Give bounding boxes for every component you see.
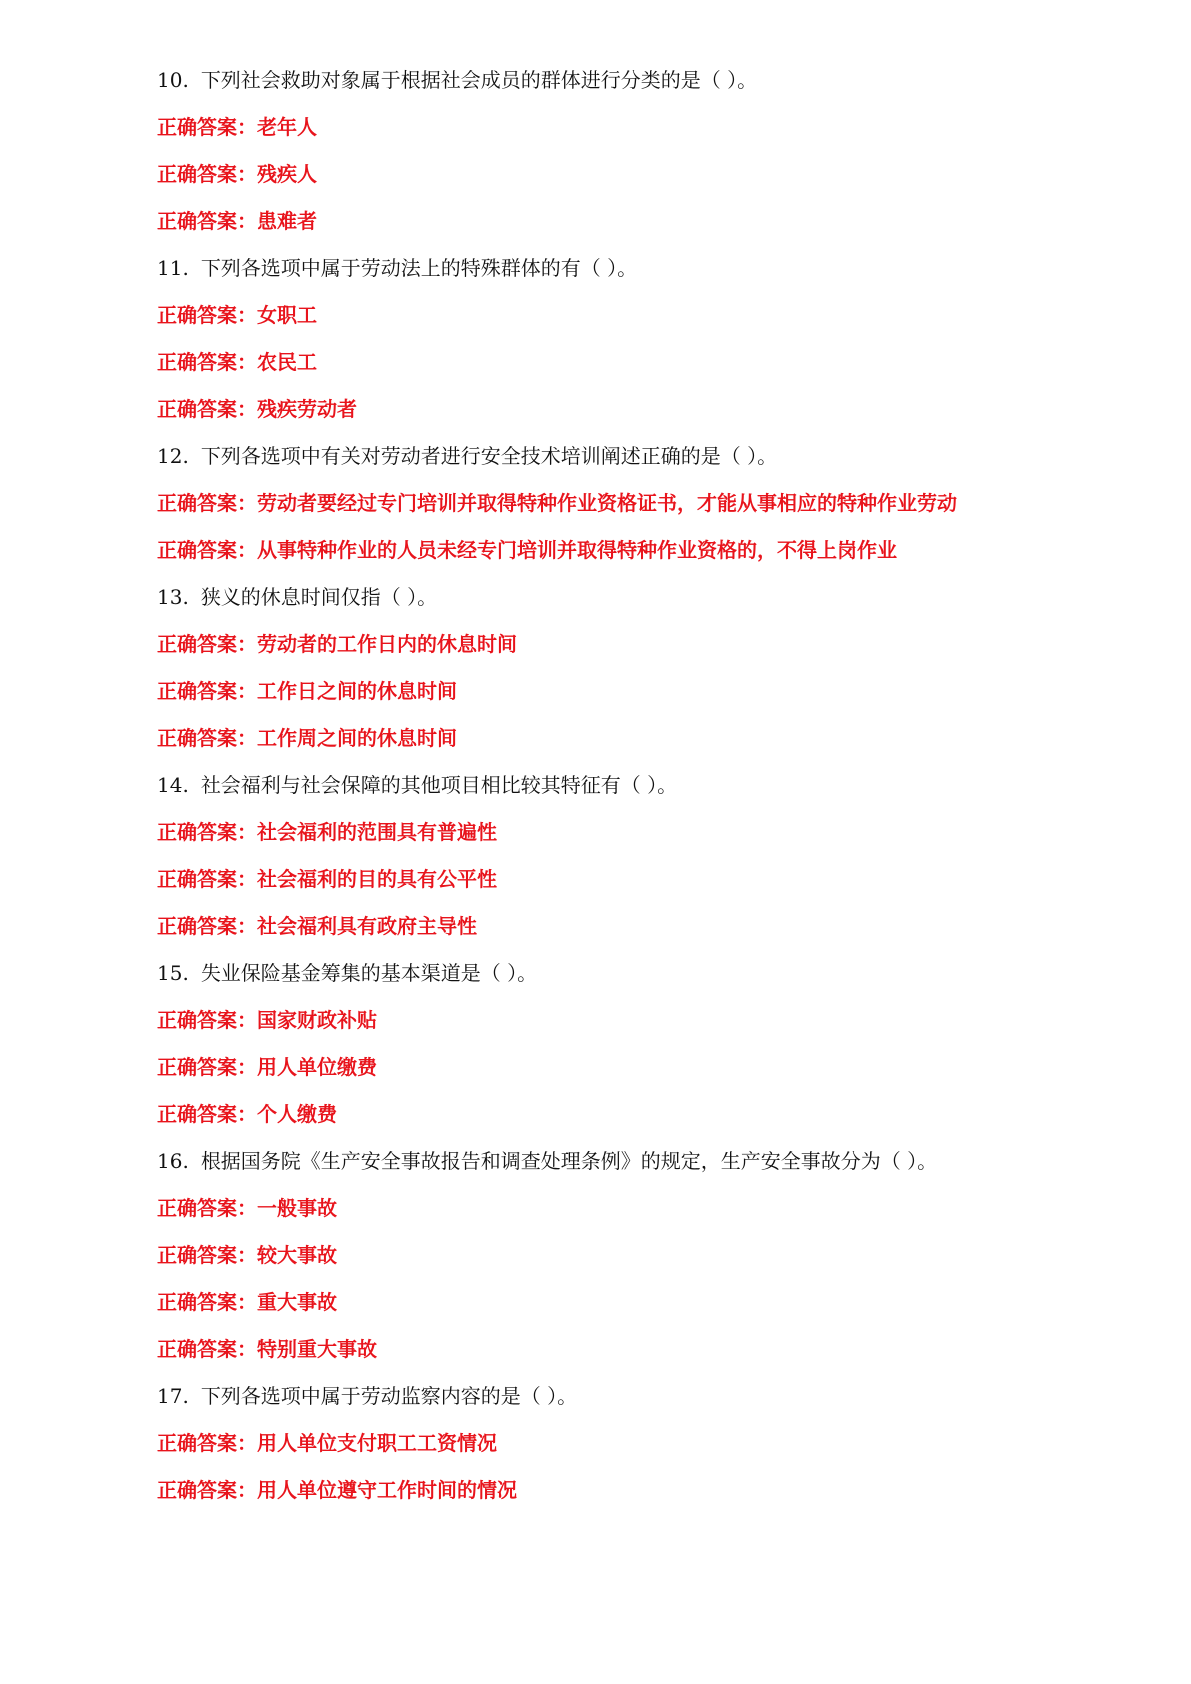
question-10 (157, 62, 1137, 109)
answer-line: 正确答案：一般事故 (157, 1196, 337, 1220)
answer-line: 正确答案：社会福利的目的具有公平性 (157, 867, 497, 891)
question-number: 14. (157, 773, 189, 797)
document-body (157, 62, 1137, 1519)
question-text: 失业保险基金筹集的基本渠道是（ ）。 (200, 961, 538, 985)
answer-line: 正确答案：从事特种作业的人员未经专门培训并取得特种作业资格的，不得上岗作业 (157, 538, 897, 562)
answer-line: 正确答案：女职工 (157, 303, 317, 327)
answer-line: 正确答案：工作日之间的休息时间 (157, 679, 457, 703)
question-15 (157, 955, 1137, 1002)
question-number: 11. (157, 256, 189, 280)
question-number: 13. (157, 585, 189, 609)
question-14 (157, 767, 1137, 814)
question-text: 社会福利与社会保障的其他项目相比较其特征有（ ）。 (200, 773, 678, 797)
question-13 (157, 579, 1137, 626)
question-number: 15. (157, 961, 189, 985)
question-17 (157, 1378, 1137, 1425)
answer-line: 正确答案：用人单位遵守工作时间的情况 (157, 1478, 517, 1502)
answer-line: 正确答案：患难者 (157, 209, 317, 233)
question-16 (157, 1143, 1137, 1190)
answer-line: 正确答案：残疾劳动者 (157, 397, 357, 421)
answer-line: 正确答案：社会福利的范围具有普遍性 (157, 820, 497, 844)
answer-line: 正确答案：重大事故 (157, 1290, 337, 1314)
question-text: 下列各选项中属于劳动监察内容的是（ ）。 (200, 1384, 578, 1408)
question-text: 下列社会救助对象属于根据社会成员的群体进行分类的是（ ）。 (200, 68, 758, 92)
answer-line: 正确答案：残疾人 (157, 162, 317, 186)
answer-line: 正确答案：工作周之间的休息时间 (157, 726, 457, 750)
question-text: 狭义的休息时间仅指（ ）。 (200, 585, 438, 609)
question-11 (157, 250, 1137, 297)
answer-line: 正确答案：社会福利具有政府主导性 (157, 914, 477, 938)
question-12 (157, 438, 1137, 485)
answer-line: 正确答案：用人单位缴费 (157, 1055, 377, 1079)
question-number: 17. (157, 1384, 189, 1408)
answer-line: 正确答案：特别重大事故 (157, 1337, 377, 1361)
answer-line: 正确答案：个人缴费 (157, 1102, 337, 1126)
question-text: 下列各选项中属于劳动法上的特殊群体的有（ ）。 (200, 256, 638, 280)
answer-line: 正确答案：老年人 (157, 115, 317, 139)
question-number: 10. (157, 68, 189, 92)
answer-line: 正确答案：用人单位支付职工工资情况 (157, 1431, 497, 1455)
answer-line: 正确答案：农民工 (157, 350, 317, 374)
question-number: 16. (157, 1149, 189, 1173)
question-text: 下列各选项中有关对劳动者进行安全技术培训阐述正确的是（ ）。 (200, 444, 778, 468)
question-number: 12. (157, 444, 189, 468)
answer-line: 正确答案：劳动者的工作日内的休息时间 (157, 632, 517, 656)
answer-line: 正确答案：劳动者要经过专门培训并取得特种作业资格证书，才能从事相应的特种作业劳动 (157, 491, 957, 515)
answer-line: 正确答案：国家财政补贴 (157, 1008, 377, 1032)
answer-line: 正确答案：较大事故 (157, 1243, 337, 1267)
question-text: 根据国务院《生产安全事故报告和调查处理条例》的规定，生产安全事故分为（ ）。 (200, 1149, 938, 1173)
